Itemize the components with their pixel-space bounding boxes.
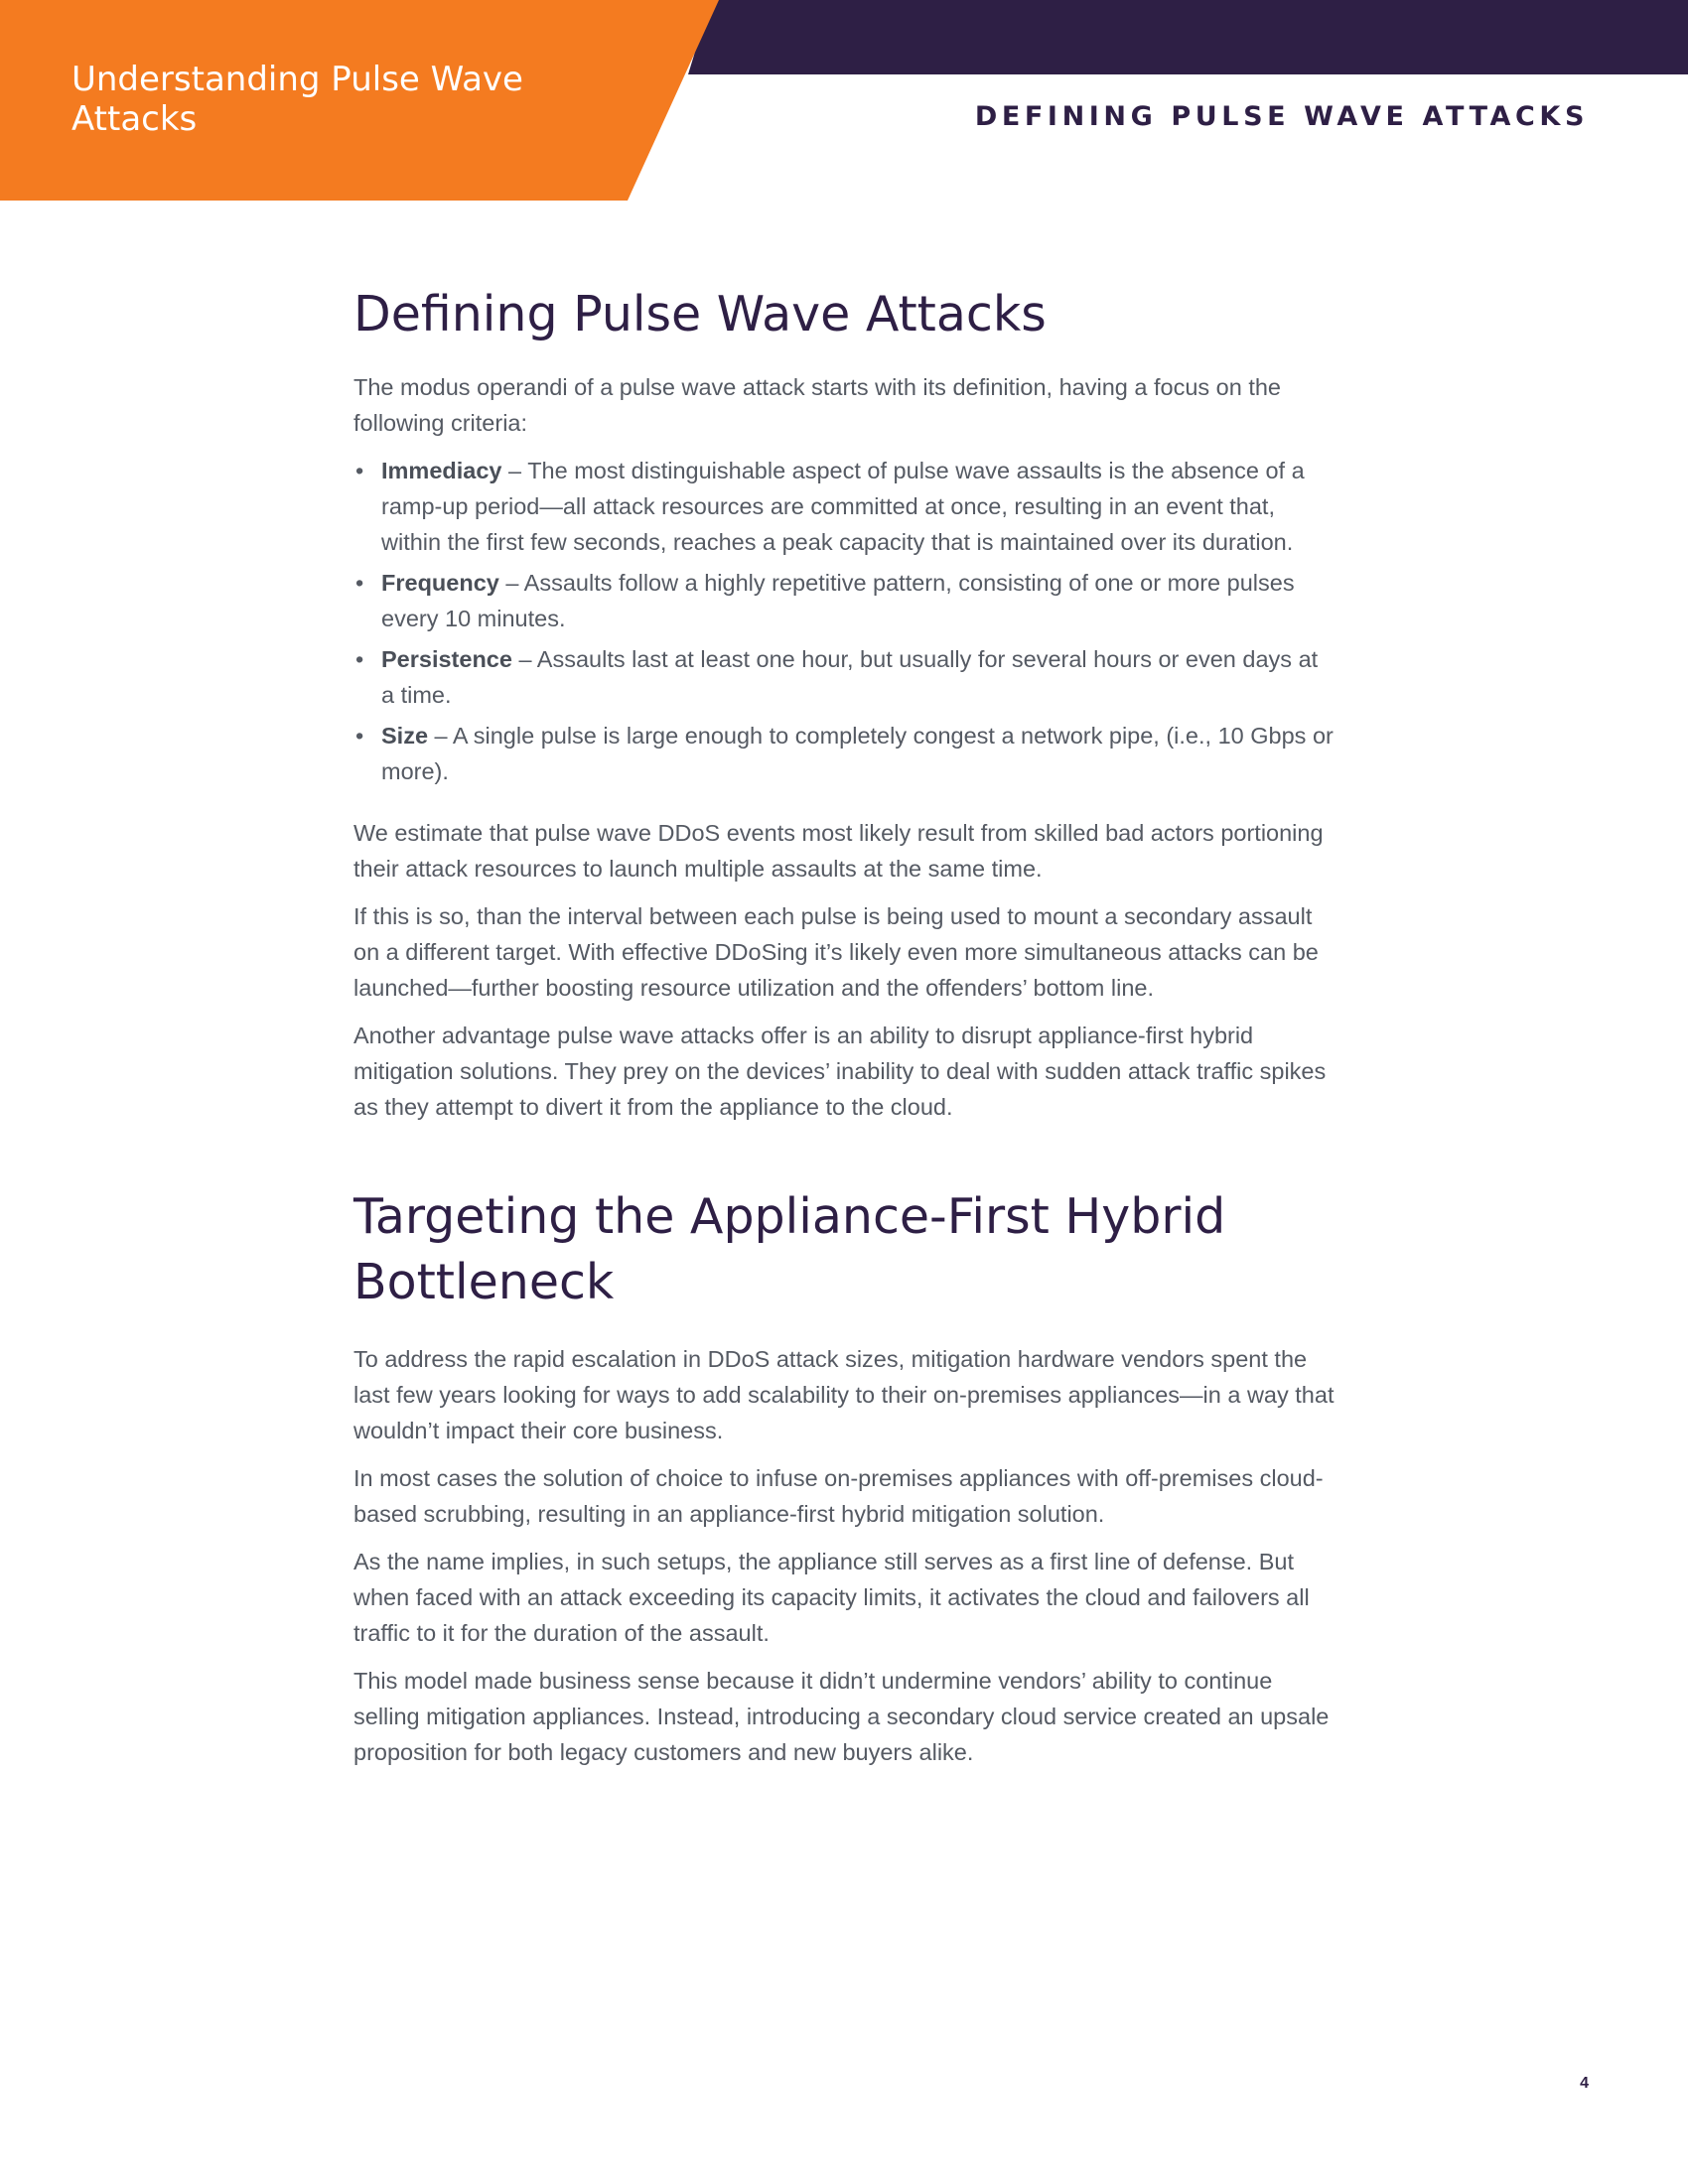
body-paragraph: Another advantage pulse wave attacks offer is an ability to disrupt appliance-first hybrid mitigation solutions. They prey on the devices’ inability to deal with sudden attack traffic spikes as they attempt to divert it from the appliance to the cloud.	[353, 1023, 1327, 1120]
section-heading: Targeting the Appliance-First Hybrid Bottleneck	[353, 1188, 1226, 1310]
section-defining	[353, 282, 1335, 1125]
criteria-term: Frequency	[381, 570, 499, 596]
list-item	[353, 718, 1335, 789]
body-paragraph: As the name implies, in such setups, the appliance still serves as a first line of defense. But when faced with an attack exceeding its capacity limits, it activates the cloud and failovers all traffic to it for the duration of the assault.	[353, 1549, 1310, 1646]
list-item	[353, 565, 1335, 636]
body-paragraph: We estimate that pulse wave DDoS events most likely result from skilled bad actors portioning their attack resources to launch multiple assaults at the same time.	[353, 820, 1324, 882]
body-paragraph: If this is so, than the interval between each pulse is being used to mount a secondary assault on a different target. With effective DDoSing it’s likely even more simultaneous attacks can be launched—further boosting resource utilization and the offenders’ bottom line.	[353, 903, 1319, 1001]
document-title: Understanding Pulse Wave Attacks	[71, 60, 523, 139]
criteria-term: Size	[381, 723, 429, 749]
criteria-text: – The most distinguishable aspect of pulse wave assaults is the absence of a ramp-up period—all attack resources are committed at once, resulting in an event that, within the first few seconds, reaches a peak capacity that is maintained over its duration.	[381, 458, 1305, 555]
criteria-term: Immediacy	[381, 458, 502, 483]
section-label: DEFINING PULSE WAVE ATTACKS	[974, 101, 1589, 132]
main-content	[353, 282, 1335, 1782]
dark-band	[688, 0, 1688, 74]
body-paragraph: This model made business sense because it didn’t undermine vendors’ ability to continue selling mitigation appliances. Instead, introducing a secondary cloud service created an upsale proposition for both legacy customers and new buyers alike.	[353, 1668, 1330, 1765]
bullet-icon: •	[355, 570, 364, 596]
criteria-list	[353, 453, 1335, 789]
criteria-text: – A single pulse is large enough to completely congest a network pipe, (i.e., 10 Gbps or more).	[381, 723, 1334, 784]
bullet-icon: •	[355, 458, 364, 483]
page-number: 4	[1580, 2075, 1589, 2092]
list-item	[353, 641, 1335, 713]
body-paragraph: In most cases the solution of choice to infuse on-premises appliances with off-premises cloud-based scrubbing, resulting in an appliance-first hybrid mitigation solution.	[353, 1465, 1324, 1527]
section-targeting	[353, 1184, 1335, 1770]
list-item	[353, 453, 1335, 560]
bullet-icon: •	[355, 646, 364, 672]
body-paragraph: To address the rapid escalation in DDoS attack sizes, mitigation hardware vendors spent the last few years looking for ways to add scalability to their on-premises appliances—in a way that wouldn’t impact their core business.	[353, 1346, 1335, 1443]
criteria-term: Persistence	[381, 646, 512, 672]
criteria-text: – Assaults follow a highly repetitive pattern, consisting of one or more pulses every 10 minutes.	[381, 570, 1295, 631]
bullet-icon: •	[355, 723, 364, 749]
criteria-text: – Assaults last at least one hour, but usually for several hours or even days at a time.	[381, 646, 1319, 708]
intro-paragraph: The modus operandi of a pulse wave attack starts with its definition, having a focus on the following criteria:	[353, 374, 1281, 436]
section-heading: Defining Pulse Wave Attacks	[353, 286, 1047, 342]
